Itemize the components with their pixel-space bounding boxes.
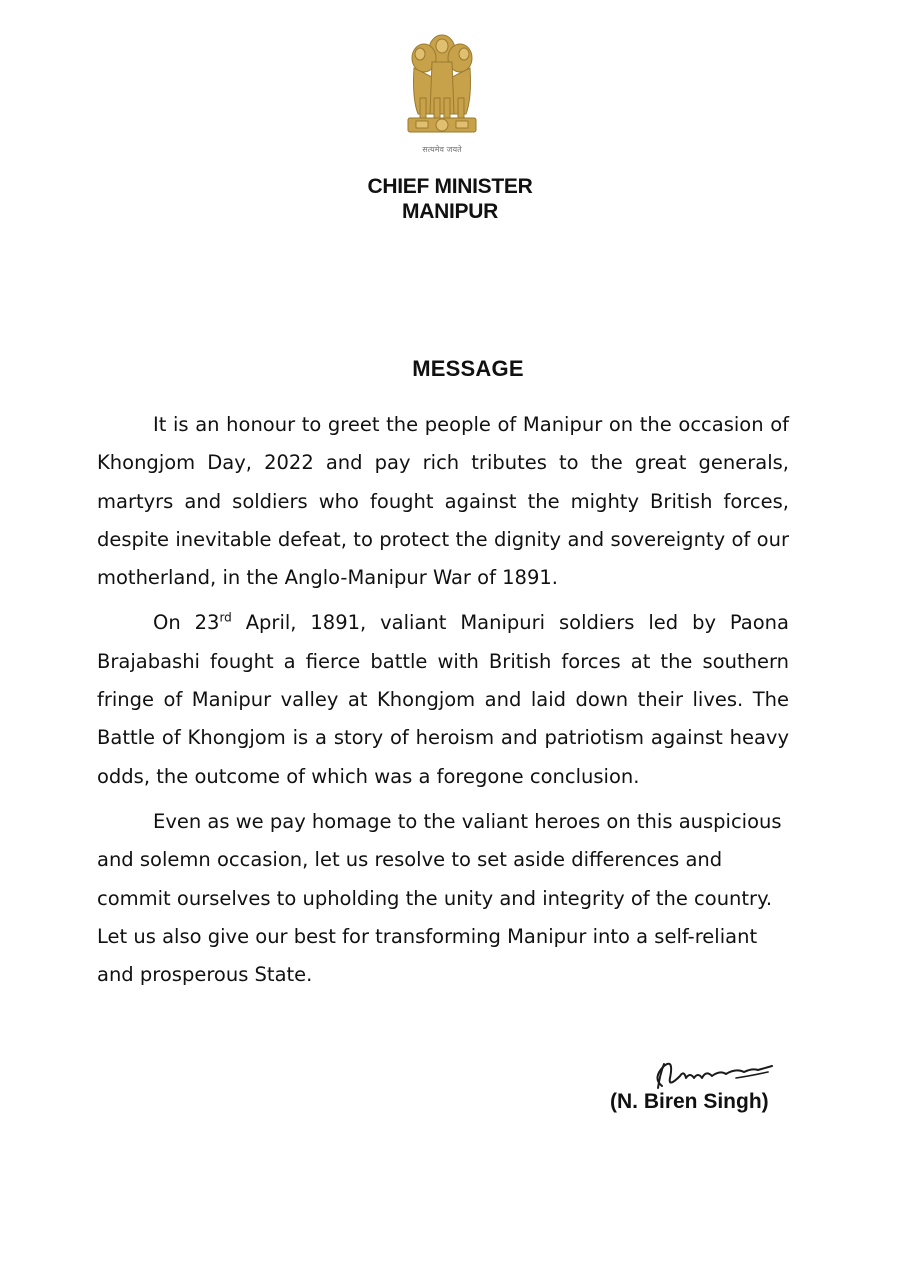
paragraph-2 — [97, 604, 789, 795]
letterhead-title — [0, 174, 900, 224]
office-title: CHIEF MINISTER — [367, 175, 533, 198]
national-emblem-icon — [394, 28, 490, 164]
ordinal-suffix: rd — [219, 610, 232, 625]
paragraph-2-date: On 23 — [153, 611, 220, 635]
message-heading: MESSAGE — [412, 356, 524, 381]
svg-text:सत्यमेव जयते: सत्यमेव जयते — [422, 145, 462, 154]
paragraph-2-text: April, 1891, valiant Manipuri soldiers led by Paona Brajabashi fought a fierce battle with British forces at the southern fringe of Manipur valley at Khongjom and laid down their lives. The Battle of Khongjom is a story of heroism and patriotism against heavy odds, the outcome of which was a foregone conclusion. — [97, 611, 789, 788]
paragraph-3: Even as we pay homage to the valiant heroes on this auspicious and solemn occasion, let us resolve to set aside differences and commit ourselves to upholding the unity and integrity of the country. Let us also give our best for transforming Manipur into a self-reliant and prosperous State. — [97, 809, 782, 987]
message-body — [97, 406, 789, 1001]
paragraph-1: It is an honour to greet the people of Manipur on the occasion of Khongjom Day, 2022 and pay rich tributes to the great generals, martyrs and soldiers who fought against the mighty British forces, despite inevitable defeat, to protect the dignity and sovereignty of our motherland, in the Anglo-Manipur War of 1891. — [97, 413, 789, 590]
state-title: MANIPUR — [402, 200, 498, 223]
signatory-name: (N. Biren Singh) — [610, 1090, 769, 1113]
